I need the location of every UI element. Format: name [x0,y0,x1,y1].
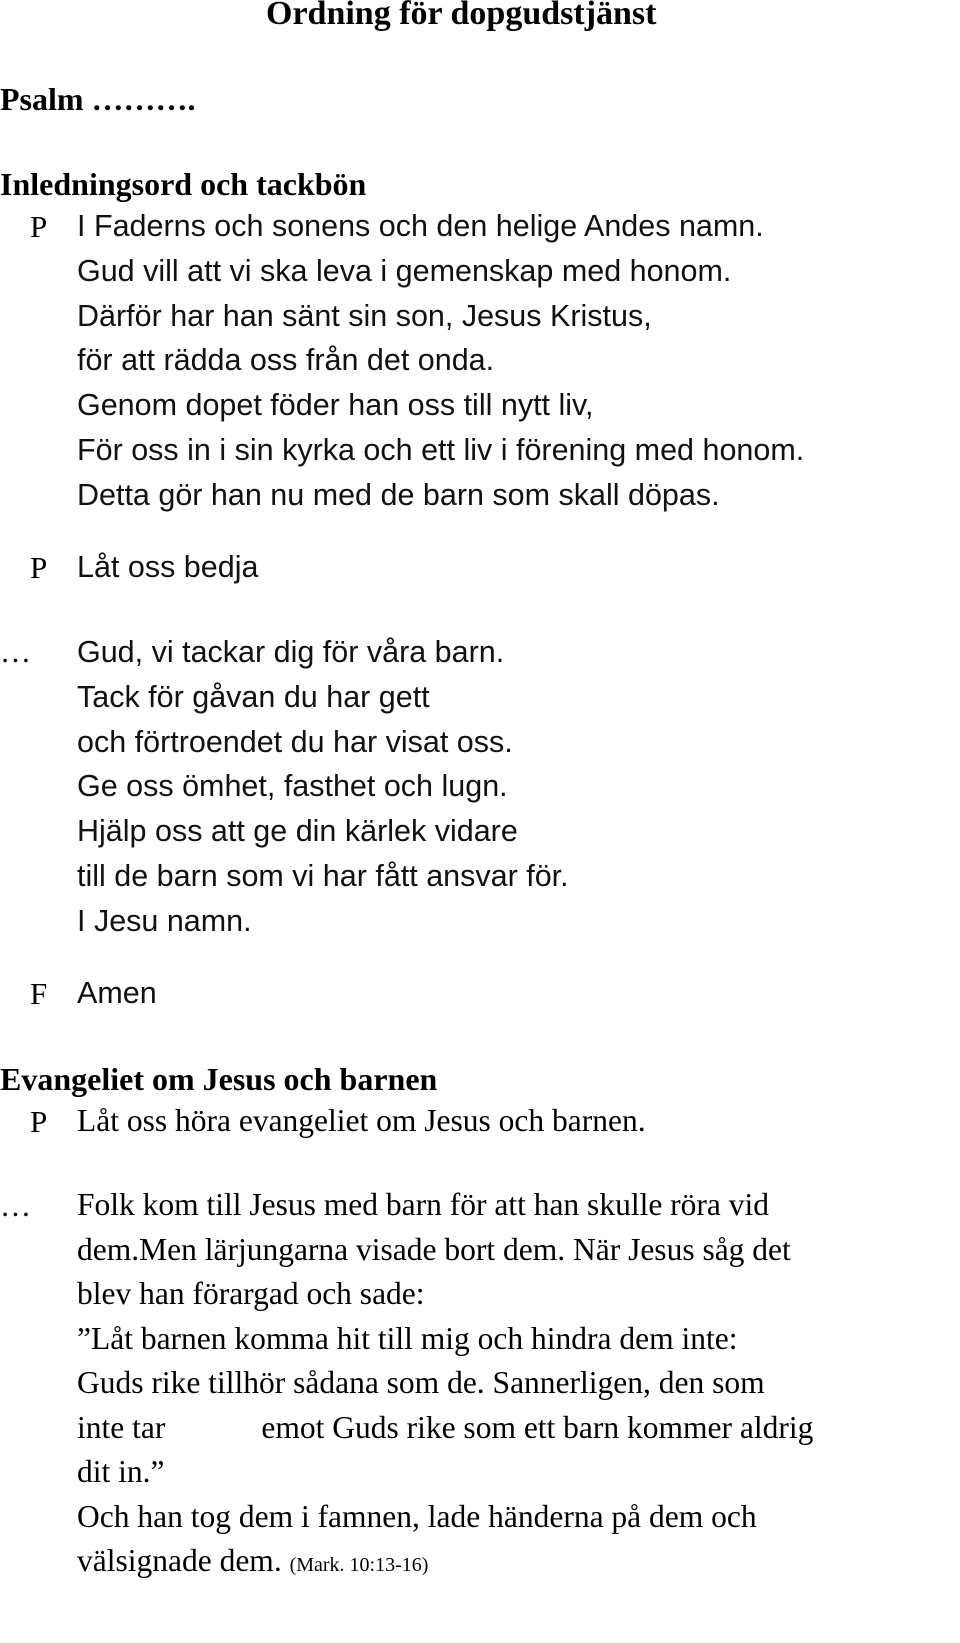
gospel-line: ”Låt barnen komma hit till mig och hindra dem inte: [77,1320,738,1356]
scripture-citation: (Mark. 10:13-16) [289,1554,429,1576]
gospel-line [77,1406,813,1451]
gospel-line-part: emot Guds rike som ett barn kommer aldrig [261,1409,814,1445]
intro-line: Detta gör han nu med de barn som skall döpas. [77,477,720,512]
gospel-line: blev han förargad och sade: [77,1276,425,1311]
speaker-label-p: P [30,209,48,244]
intro-line: Därför har han sänt sin son, Jesus Kristus, [77,298,652,333]
prayer-line: Gud, vi tackar dig för våra barn. [77,635,505,669]
intro-text-block [77,204,804,518]
speaker-label-p: P [30,550,48,585]
prayer-line: till de barn som vi har fått ansvar för. [77,858,569,893]
psalm-heading: Psalm ………. [0,81,196,117]
prayer-line: och förtroendet du har visat oss. [77,724,513,759]
document-title: Ordning för dopgudstjänst [266,0,657,32]
response-amen: Amen [77,976,157,1010]
intro-line: Genom dopet föder han oss till nytt liv, [77,388,594,423]
prayer-text-block [77,630,569,944]
gospel-line: dem.Men lärjungarna visade bort dem. När Jesus såg det [77,1231,791,1267]
intro-line: För oss in i sin kyrka och ett liv i förening med honom. [77,432,805,467]
prayer-line: Ge oss ömhet, fasthet och lugn. [77,769,508,804]
speaker-label-f: F [30,976,48,1011]
intro-line: I Faderns och sonens och den helige Andes namn. [77,209,764,243]
prayer-line: Tack för gåvan du har gett [77,679,430,714]
gospel-line-part: inte tar [77,1409,166,1445]
prayer-line: Hjälp oss att ge din kärlek vidare [77,814,518,849]
gospel-line [77,1539,813,1588]
gospel-line: Och han tog dem i famnen, lade händerna på dem och [77,1498,757,1534]
intro-line: för att rädda oss från det onda. [77,343,495,378]
intro-line: Gud vill att vi ska leva i gemenskap med honom. [77,253,732,288]
gospel-marker: … [0,1188,31,1223]
gospel-line-part: välsignade dem. [77,1543,282,1578]
prayer-invitation: Låt oss bedja [77,550,259,584]
gospel-line: dit in.” [77,1454,165,1489]
gospel-text-block [77,1183,813,1588]
gospel-line: Guds rike tillhör sådana som de. Sannerligen, den som [77,1365,765,1400]
gospel-invitation: Låt oss höra evangeliet om Jesus och barnen. [77,1103,646,1138]
section-heading-gospel: Evangeliet om Jesus och barnen [0,1061,438,1097]
prayer-line: I Jesu namn. [77,903,252,938]
prayer-marker: … [0,634,31,669]
speaker-label-p: P [30,1104,48,1139]
gospel-line: Folk kom till Jesus med barn för att han skulle röra vid [77,1187,770,1222]
section-heading-intro: Inledningsord och tackbön [0,166,367,202]
